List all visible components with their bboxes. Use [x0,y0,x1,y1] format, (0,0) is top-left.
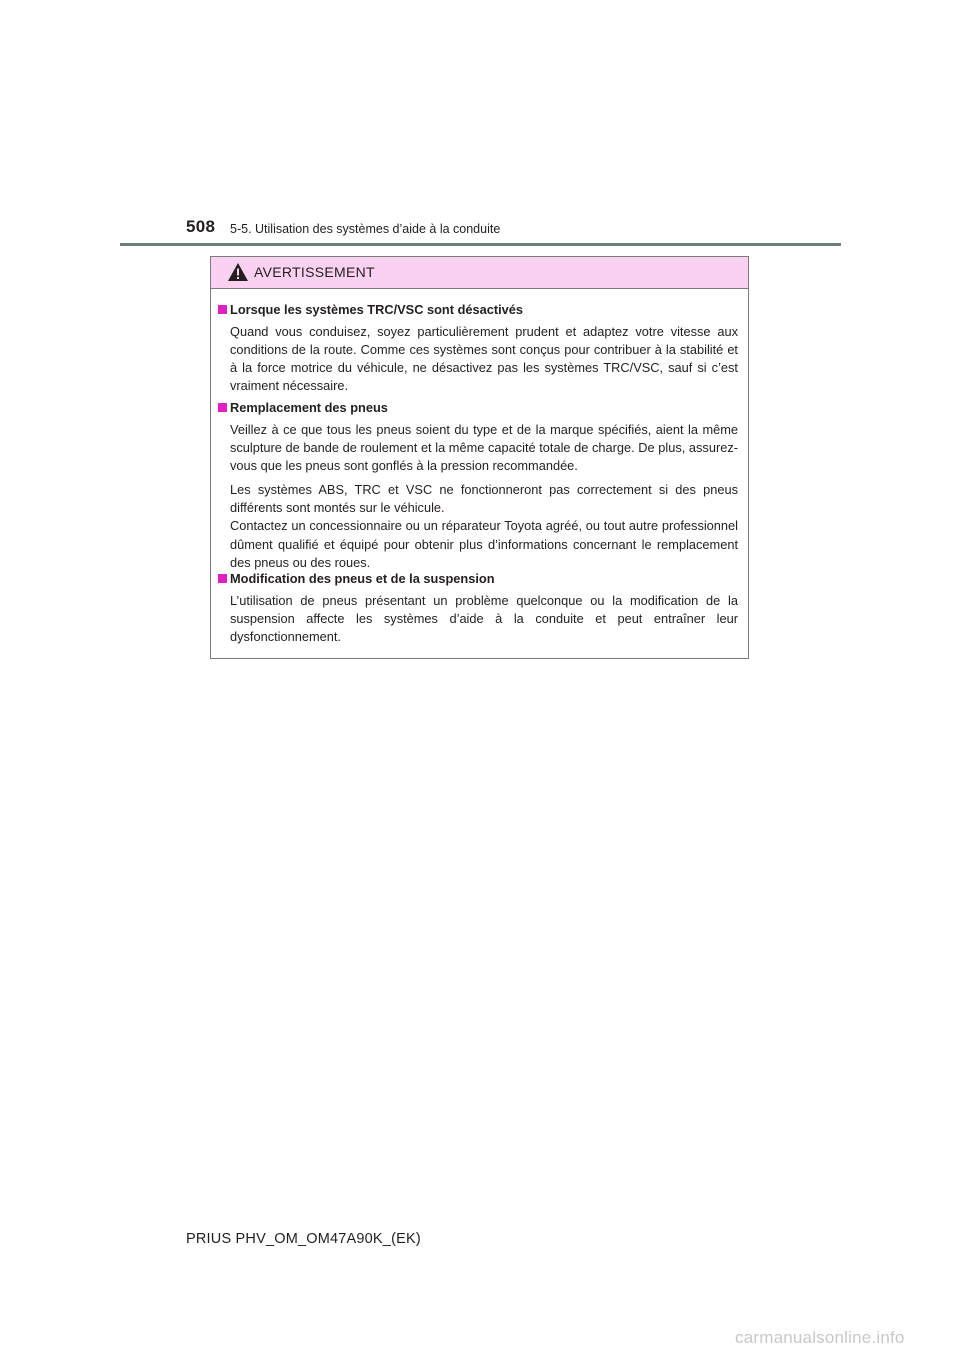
document-code: PRIUS PHV_OM_OM47A90K_(EK) [186,1231,421,1247]
warning-triangle-icon [227,262,249,282]
item-heading: Remplacement des pneus [218,399,738,417]
warning-header [211,257,748,289]
item-paragraph: Quand vous conduisez, soyez particulièrement prudent et adaptez votre vitesse aux conditions de la route. Comme ces systèmes sont conçus pour contribuer à la stabilité et à la force motrice du véhicule, ne désactivez pas les systèmes TRC/VSC, sauf si c’est vraiment nécessaire. [230,324,738,394]
warning-body [211,289,748,658]
warning-item-suspension [218,570,738,646]
square-bullet-icon [218,305,227,314]
header-rule [120,243,841,246]
watermark: carmanualsonline.info [735,1328,905,1347]
item-heading: Modification des pneus et de la suspension [218,570,738,588]
warning-box [210,256,749,659]
item-heading: Lorsque les systèmes TRC/VSC sont désactivés [218,301,738,319]
page-number: 508 [186,217,216,236]
section-title: 5-5. Utilisation des systèmes d’aide à la conduite [230,222,501,236]
item-paragraph: Contactez un concessionnaire ou un réparateur Toyota agréé, ou tout autre professionnel dûment qualifié et équipé pour obtenir plus d’informations concernant le remplacement des pneus ou des roues. [230,518,738,570]
warning-title: AVERTISSEMENT [254,264,375,280]
warning-item-tire-replacement [218,399,738,572]
item-paragraph: Veillez à ce que tous les pneus soient du type et de la marque spécifiés, aient la même sculpture de bande de roulement et la même capacité totale de charge. De plus, assurez-vous que les pneus sont gonflés à la pression recommandée. [230,422,738,474]
item-paragraph: Les systèmes ABS, TRC et VSC ne fonctionneront pas correctement si des pneus différents sont montés sur le véhicule. [230,482,738,516]
square-bullet-icon [218,574,227,583]
warning-item-trc-vsc [218,301,738,395]
square-bullet-icon [218,403,227,412]
item-paragraph: L’utilisation de pneus présentant un problème quelconque ou la modification de la suspension affecte les systèmes d’aide à la conduite et peut entraîner leur dysfonctionnement. [230,593,738,645]
